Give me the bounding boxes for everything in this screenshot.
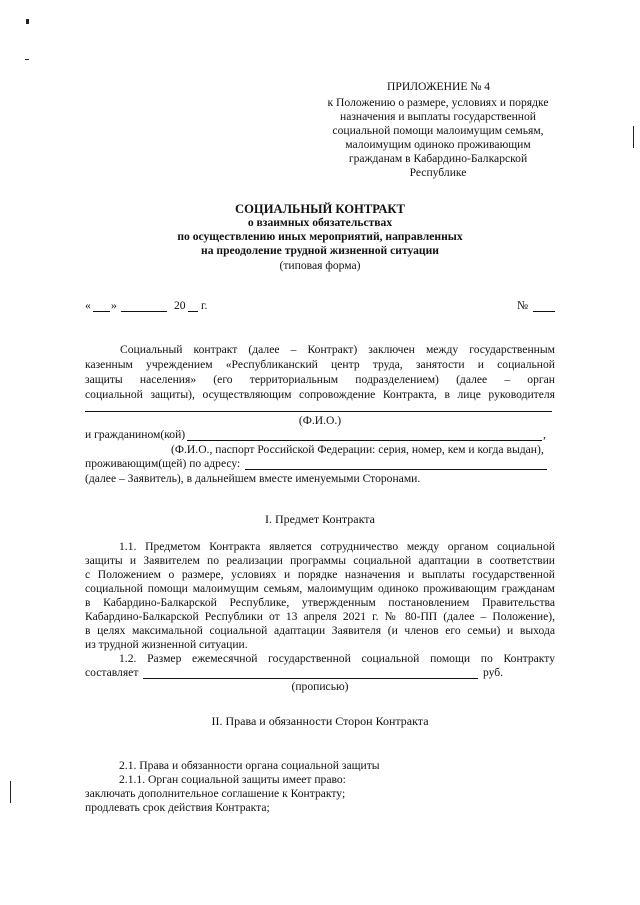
appendix-line: Республике xyxy=(409,166,467,179)
appendix-line: к Положению о размере, условиях и порядке xyxy=(327,96,549,109)
date-year-prefix: 20 xyxy=(174,299,186,312)
section2-item: продлевать срок действия Контракта; xyxy=(85,801,270,814)
date-day-blank xyxy=(93,311,110,312)
section1-line: Кабардино-Балкарской Республики от 13 апреля 2021 г. № 80-ПП (далее – Положение), xyxy=(85,610,555,623)
head-name-blank xyxy=(85,411,552,412)
section1-line: с Положением о размере, условиях и порядке назначения и выплаты государственной xyxy=(85,568,555,581)
address-label: проживающим(щей) по адресу: xyxy=(85,457,241,470)
document-subtitle: о взаимных обязательствах xyxy=(247,216,393,229)
date-year-suffix: г. xyxy=(201,299,208,312)
section1-line: 1.1. Предметом Контракта является сотрудничество между органом социальной xyxy=(119,540,555,553)
section2-item: 2.1. Права и обязанности органа социальной защиты xyxy=(119,759,380,772)
scan-mark-dash xyxy=(25,59,29,60)
citizen-label: и гражданином(кой) xyxy=(85,428,186,441)
section-heading: II. Права и обязанности Сторон Контракта xyxy=(211,714,429,728)
address-blank xyxy=(245,469,547,470)
intro-line: Социальный контракт (далее – Контракт) заключен между государственным xyxy=(120,343,555,356)
document-title: СОЦИАЛЬНЫЙ КОНТРАКТ xyxy=(235,202,405,216)
date-open-quote: « xyxy=(85,299,91,312)
date-year-blank xyxy=(188,311,198,312)
appendix-line: социальной помощи малоимущим семьям, xyxy=(332,124,544,137)
amount-caption: (прописью) xyxy=(291,680,349,693)
section1-line: в Кабардино-Балкарской Республике, утвержденным постановлением Правительства xyxy=(85,596,555,609)
passport-caption: (Ф.И.О., паспорт Российской Федерации: серия, номер, кем и когда выдан), xyxy=(171,443,544,456)
number-blank xyxy=(533,311,555,312)
parties-line: (далее – Заявитель), в дальнейшем вместе именуемыми Сторонами. xyxy=(85,472,421,485)
section1-line: социальной помощи малоимущим семьям, малоимущим одиноко проживающим гражданам xyxy=(85,582,555,595)
section2-item: 2.1.1. Орган социальной защиты имеет право: xyxy=(119,773,346,786)
scan-edge-line-top xyxy=(633,126,634,148)
section1-item-2: 1.2. Размер ежемесячной государственной социальной помощи по Контракту xyxy=(119,652,555,665)
citizen-blank xyxy=(187,440,542,441)
form-type-note: (типовая форма) xyxy=(279,259,361,272)
intro-line: защиты населения» (его территориальным подразделением) (далее – орган xyxy=(85,373,555,386)
intro-line: социальной защиты), осуществляющим сопровождение Контракта, в лице руководителя xyxy=(85,388,555,401)
appendix-title: ПРИЛОЖЕНИЕ № 4 xyxy=(387,80,491,93)
number-sign: № xyxy=(517,299,529,312)
intro-line: казенным учреждением «Республиканский центр труда, занятости и социальной xyxy=(85,358,555,371)
fio-caption: (Ф.И.О.) xyxy=(298,414,342,427)
document-subtitle: по осуществлению иных мероприятий, направленных xyxy=(177,230,463,243)
scan-edge-line-left xyxy=(10,781,11,803)
appendix-line: малоимущим одиноко проживающим xyxy=(345,138,531,151)
document-subtitle: на преодоление трудной жизненной ситуации xyxy=(201,244,439,257)
section1-line: в целях максимальной социальной адаптации Заявителя (и членов его семьи) и выхода xyxy=(85,624,555,637)
section1-line: защиты и Заявителем по реализации программы социальной адаптации в соответствии xyxy=(85,554,555,567)
scan-mark-dot xyxy=(26,19,29,24)
amount-label: составляет xyxy=(85,666,139,679)
date-close-quote: » xyxy=(111,299,117,312)
amount-blank xyxy=(143,678,478,679)
amount-unit: руб. xyxy=(483,666,504,679)
section2-item: заключать дополнительное соглашение к Контракту; xyxy=(85,787,346,800)
appendix-line: назначения и выплаты государственной xyxy=(339,110,537,123)
citizen-comma: , xyxy=(543,428,546,441)
date-month-blank xyxy=(121,311,167,312)
appendix-line: гражданам в Кабардино-Балкарской xyxy=(348,152,528,165)
section1-line-last: из трудной жизненной ситуации. xyxy=(85,638,248,651)
section-heading: I. Предмет Контракта xyxy=(264,512,376,526)
